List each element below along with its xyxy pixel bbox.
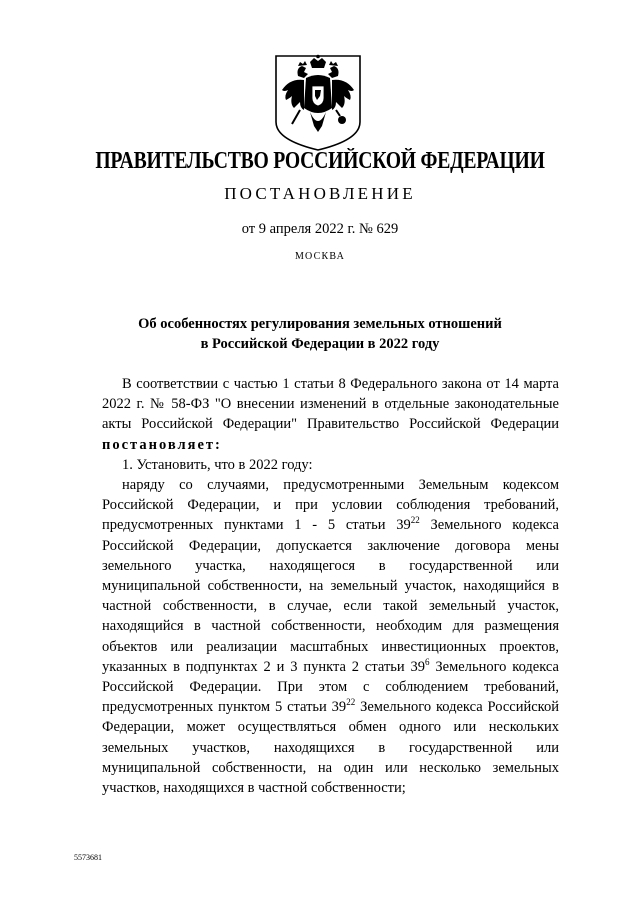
paragraph-item-1: 1. Установить, что в 2022 году: xyxy=(122,456,313,473)
document-id-number: 5573681 xyxy=(74,853,102,862)
city: МОСКВА xyxy=(294,251,346,262)
subject-line-1: Об особенностях регулирования земельных отношений xyxy=(138,316,502,332)
text-segment: Земельного кодекса Российской Федерации, допускается заключение договора мены земельного участка, находящегося в государственной или муниципальной собственности, на земельный участок, находящийся в частной собственности, в случае, если такой земельный участок, находящийся в частной собственности, необходим для размещения объектов или реализации масштабных инвестиционных проектов, указанных в подпунктах 2 и 3 пункта 2 статьи 39 xyxy=(102,517,559,675)
text-segment: Земельного кодекса Российской Федерации, может осуществляться обмен одного или нескольких земельных участков, находящихся в государственной или муниципальной собственности, на один или несколько земельных участков, находящихся в частной собственности; xyxy=(102,699,559,797)
coat-of-arms-emblem xyxy=(270,52,366,152)
text-segment: Земельного кодекса Российской Федерации. При этом с соблюдением требований, предусмотренных пунктом 5 статьи 39 xyxy=(102,658,559,716)
subject-line-2: в Российской Федерации в 2022 году xyxy=(200,336,440,352)
superscript: 22 xyxy=(410,515,420,526)
date-and-number: от 9 апреля 2022 г. № 629 xyxy=(241,221,399,237)
text-segment: наряду со случаями, предусмотренными Земельным кодексом Российской Федерации, и при условии соблюдения требований, предусмотренных пунктами 1 - 5 статьи 39 xyxy=(102,477,559,534)
document-body xyxy=(102,374,559,798)
preamble-text: В соответствии с частью 1 статьи 8 Федерального закона от 14 марта 2022 г. № 58-ФЗ "О внесении изменений в отдельные законодательные акты Российской Федерации" Правительство Российской Федерации xyxy=(102,376,559,433)
document-type: ПОСТАНОВЛЕНИЕ xyxy=(224,184,416,203)
paragraph-item-1-text xyxy=(102,475,559,798)
decree-word: постановляет: xyxy=(102,436,222,453)
document-subject xyxy=(0,314,640,354)
paragraph-preamble xyxy=(102,374,559,455)
superscript: 6 xyxy=(425,656,430,667)
superscript: 22 xyxy=(346,697,356,708)
government-title: ПРАВИТЕЛЬСТВО РОССИЙСКОЙ ФЕДЕРАЦИИ xyxy=(95,148,545,174)
